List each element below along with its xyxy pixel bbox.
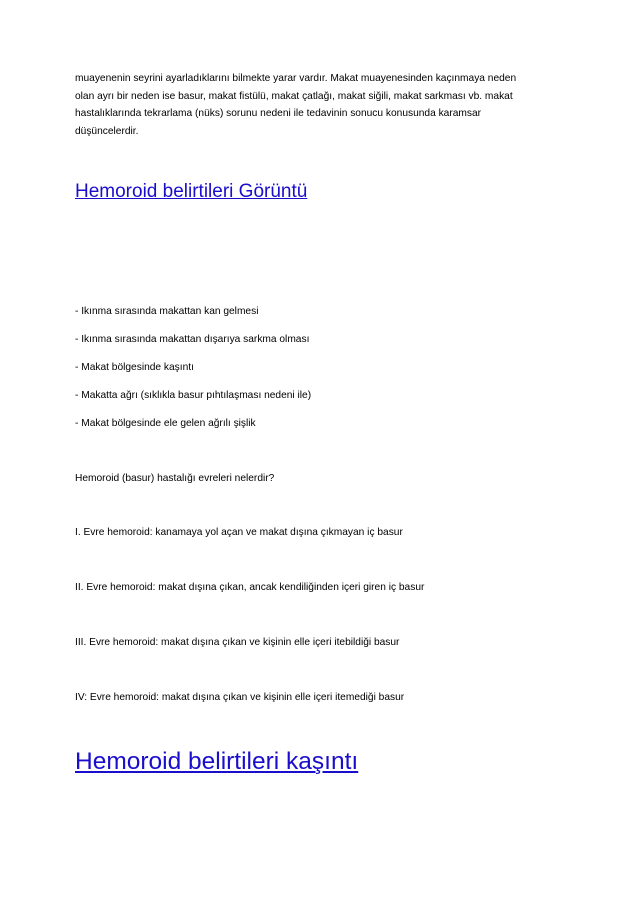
symptom-item: - Ikınma sırasında makattan kan gelmesi <box>75 306 259 317</box>
stage-item: IV: Evre hemoroid: makat dışına çıkan ve kişinin elle içeri itemediği basur <box>75 692 405 703</box>
symptom-item: - Makatta ağrı (sıklıkla basur pıhtılaşması nedeni ile) <box>75 390 312 401</box>
intro-line: olan ayrı bir neden ise basur, makat fistülü, makat çatlağı, makat siğili, makat sarkması vb. makat <box>75 90 513 102</box>
stage-item: II. Evre hemoroid: makat dışına çıkan, ancak kendiliğinden içeri giren iç basur <box>75 582 425 593</box>
symptom-item: - Makat bölgesinde kaşıntı <box>75 362 194 373</box>
stage-item: III. Evre hemoroid: makat dışına çıkan ve kişinin elle içeri itebildiği basur <box>75 637 400 648</box>
stages-question: Hemoroid (basur) hastalığı evreleri nelerdir? <box>75 473 275 484</box>
intro-line: düşüncelerdir. <box>75 125 139 137</box>
stage-item: I. Evre hemoroid: kanamaya yol açan ve makat dışına çıkmayan iç basur <box>75 527 403 538</box>
symptom-item: - Ikınma sırasında makattan dışarıya sarkma olması <box>75 334 310 345</box>
heading-link-kasinti[interactable]: Hemoroid belirtileri kaşıntı <box>75 748 359 775</box>
intro-paragraph <box>75 70 565 140</box>
intro-line: muayenenin seyrini ayarladıklarını bilmekte yarar vardır. Makat muayenesinden kaçınmaya neden <box>75 73 517 84</box>
symptom-item: - Makat bölgesinde ele gelen ağrılı şişlik <box>75 418 256 429</box>
intro-line: hastalıklarında tekrarlama (nüks) sorunu nedeni ile tedavinin sonucu konusunda karamsar <box>75 108 482 119</box>
heading-link-goruntu[interactable]: Hemoroid belirtileri Görüntü <box>75 181 308 202</box>
